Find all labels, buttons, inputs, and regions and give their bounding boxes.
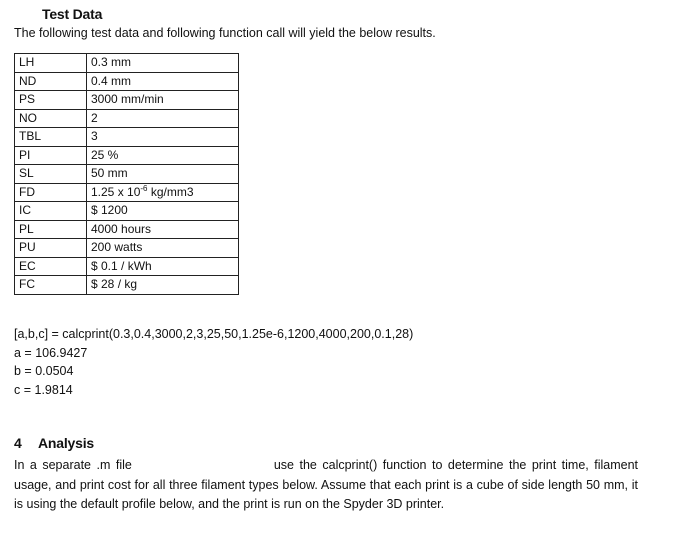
table-value-cell: 3 [87,128,239,147]
test-data-intro: The following test data and following function call will yield the below results. [14,26,436,40]
table-key-cell: FC [15,276,87,295]
table-row [15,276,239,295]
table-value-cell: 25 % [87,146,239,165]
table-value-cell: 200 watts [87,239,239,258]
analysis-para-rest: use the calcprint() function to determine the print time, filament usage, and print cost for all three filament types below. Assume that each print is a cube of side length 50 mm, it is using the default profile below, and the print is run on the Spyder 3D printer. [14,458,639,511]
table-value-cell: 0.3 mm [87,54,239,73]
value-exponent: -6 [140,183,148,193]
table-row [15,72,239,91]
table-row [15,183,239,202]
table-value-cell: 4000 hours [87,220,239,239]
table-key-cell: NO [15,109,87,128]
result-c: c = 1.9814 [14,383,73,397]
table-key-cell: PU [15,239,87,258]
section-number: 4 [14,435,22,451]
table-row [15,54,239,73]
section-title: Analysis [38,435,94,451]
table-value-cell: 0.4 mm [87,72,239,91]
table-row [15,146,239,165]
test-data-heading: Test Data [42,6,103,22]
test-data-table [14,53,239,295]
analysis-para-start: In a separate .m file [14,458,132,472]
table-row [15,220,239,239]
table-row [15,257,239,276]
table-row [15,239,239,258]
table-key-cell: PL [15,220,87,239]
table-key-cell: ND [15,72,87,91]
table-row [15,109,239,128]
table-row [15,165,239,184]
table-key-cell: LH [15,54,87,73]
table-value-cell [87,183,239,202]
value-base: 1.25 x 10 [91,184,141,199]
function-call: [a,b,c] = calcprint(0.3,0.4,3000,2,3,25,50,1.25e-6,1200,4000,200,0.1,28) [14,327,414,341]
table-value-cell: 2 [87,109,239,128]
table-key-cell: FD [15,183,87,202]
table-row [15,128,239,147]
table-key-cell: PS [15,91,87,110]
table-key-cell: TBL [15,128,87,147]
analysis-paragraph [14,456,638,515]
result-b: b = 0.0504 [14,364,74,378]
table-key-cell: EC [15,257,87,276]
table-key-cell: SL [15,165,87,184]
table-value-cell: $ 0.1 / kWh [87,257,239,276]
table-row [15,202,239,221]
table-key-cell: PI [15,146,87,165]
analysis-heading [14,435,94,451]
table-value-cell: 50 mm [87,165,239,184]
result-a: a = 106.9427 [14,346,88,360]
value-unit: kg/mm3 [147,184,194,199]
table-key-cell: IC [15,202,87,221]
table-value-cell: $ 1200 [87,202,239,221]
table-row [15,91,239,110]
table-value-cell: $ 28 / kg [87,276,239,295]
table-value-cell: 3000 mm/min [87,91,239,110]
